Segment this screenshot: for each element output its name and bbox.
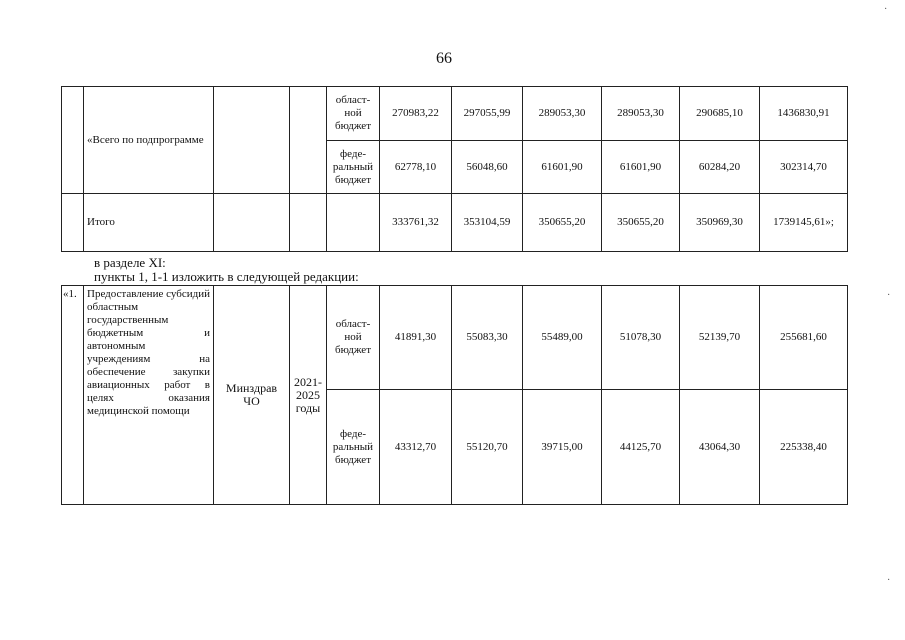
value-cell: 51078,30 — [602, 286, 680, 390]
value-cell: 56048,60 — [452, 141, 523, 194]
value-cell: 60284,20 — [680, 141, 760, 194]
total-cell: 225338,40 — [760, 390, 848, 505]
measures-table — [61, 285, 848, 505]
index-cell — [62, 194, 84, 252]
funding-source: област- ной бюджет — [327, 87, 380, 141]
funding-source: феде- ральный бюджет — [327, 141, 380, 194]
table-row — [62, 286, 848, 390]
page-number: 66 — [436, 50, 452, 67]
value-cell: 52139,70 — [680, 286, 760, 390]
period-cell — [290, 87, 327, 194]
funding-source: област- ной бюджет — [327, 286, 380, 390]
subprogram-totals-table — [61, 86, 848, 252]
value-cell: 61601,90 — [523, 141, 602, 194]
period: 2021- 2025 годы — [290, 286, 327, 505]
value-cell: 290685,10 — [680, 87, 760, 141]
value-cell: 297055,99 — [452, 87, 523, 141]
funding-source: феде- ральный бюджет — [327, 390, 380, 505]
value-cell: 62778,10 — [380, 141, 452, 194]
value-cell: 41891,30 — [380, 286, 452, 390]
value-cell: 43064,30 — [680, 390, 760, 505]
value-cell: 43312,70 — [380, 390, 452, 505]
table-row — [62, 194, 848, 252]
total-cell: 1436830,91 — [760, 87, 848, 141]
row-name: «Всего по подпрограмме — [84, 87, 214, 194]
value-cell: 350969,30 — [680, 194, 760, 252]
value-cell: 39715,00 — [523, 390, 602, 505]
scan-speck: · — [887, 575, 891, 586]
total-cell: 255681,60 — [760, 286, 848, 390]
value-cell: 350655,20 — [523, 194, 602, 252]
value-cell: 289053,30 — [602, 87, 680, 141]
row-index: «1. — [62, 286, 84, 505]
executor-cell — [214, 87, 290, 194]
total-cell: 1739145,61»; — [760, 194, 848, 252]
row-name: Итого — [84, 194, 214, 252]
value-cell: 350655,20 — [602, 194, 680, 252]
table-row — [62, 87, 848, 141]
value-cell: 55120,70 — [452, 390, 523, 505]
section-instruction: в разделе XI: — [94, 255, 166, 270]
value-cell: 333761,32 — [380, 194, 452, 252]
index-cell — [62, 87, 84, 194]
section-instruction: пункты 1, 1-1 изложить в следующей редакции: — [94, 269, 359, 284]
value-cell: 44125,70 — [602, 390, 680, 505]
scan-speck: · — [884, 4, 888, 15]
value-cell: 270983,22 — [380, 87, 452, 141]
funding-source — [327, 194, 380, 252]
total-cell: 302314,70 — [760, 141, 848, 194]
executor: Минздрав ЧО — [214, 286, 290, 505]
value-cell: 55489,00 — [523, 286, 602, 390]
period-cell — [290, 194, 327, 252]
executor-cell — [214, 194, 290, 252]
value-cell: 61601,90 — [602, 141, 680, 194]
value-cell: 55083,30 — [452, 286, 523, 390]
measure-name: Предоставление субсидий областным государственным бюджетным и автономным учреждениям на обеспечение закупки авиационных работ в целях оказания медицинской помощи — [84, 286, 214, 505]
scan-speck: · — [887, 290, 891, 301]
value-cell: 353104,59 — [452, 194, 523, 252]
value-cell: 289053,30 — [523, 87, 602, 141]
